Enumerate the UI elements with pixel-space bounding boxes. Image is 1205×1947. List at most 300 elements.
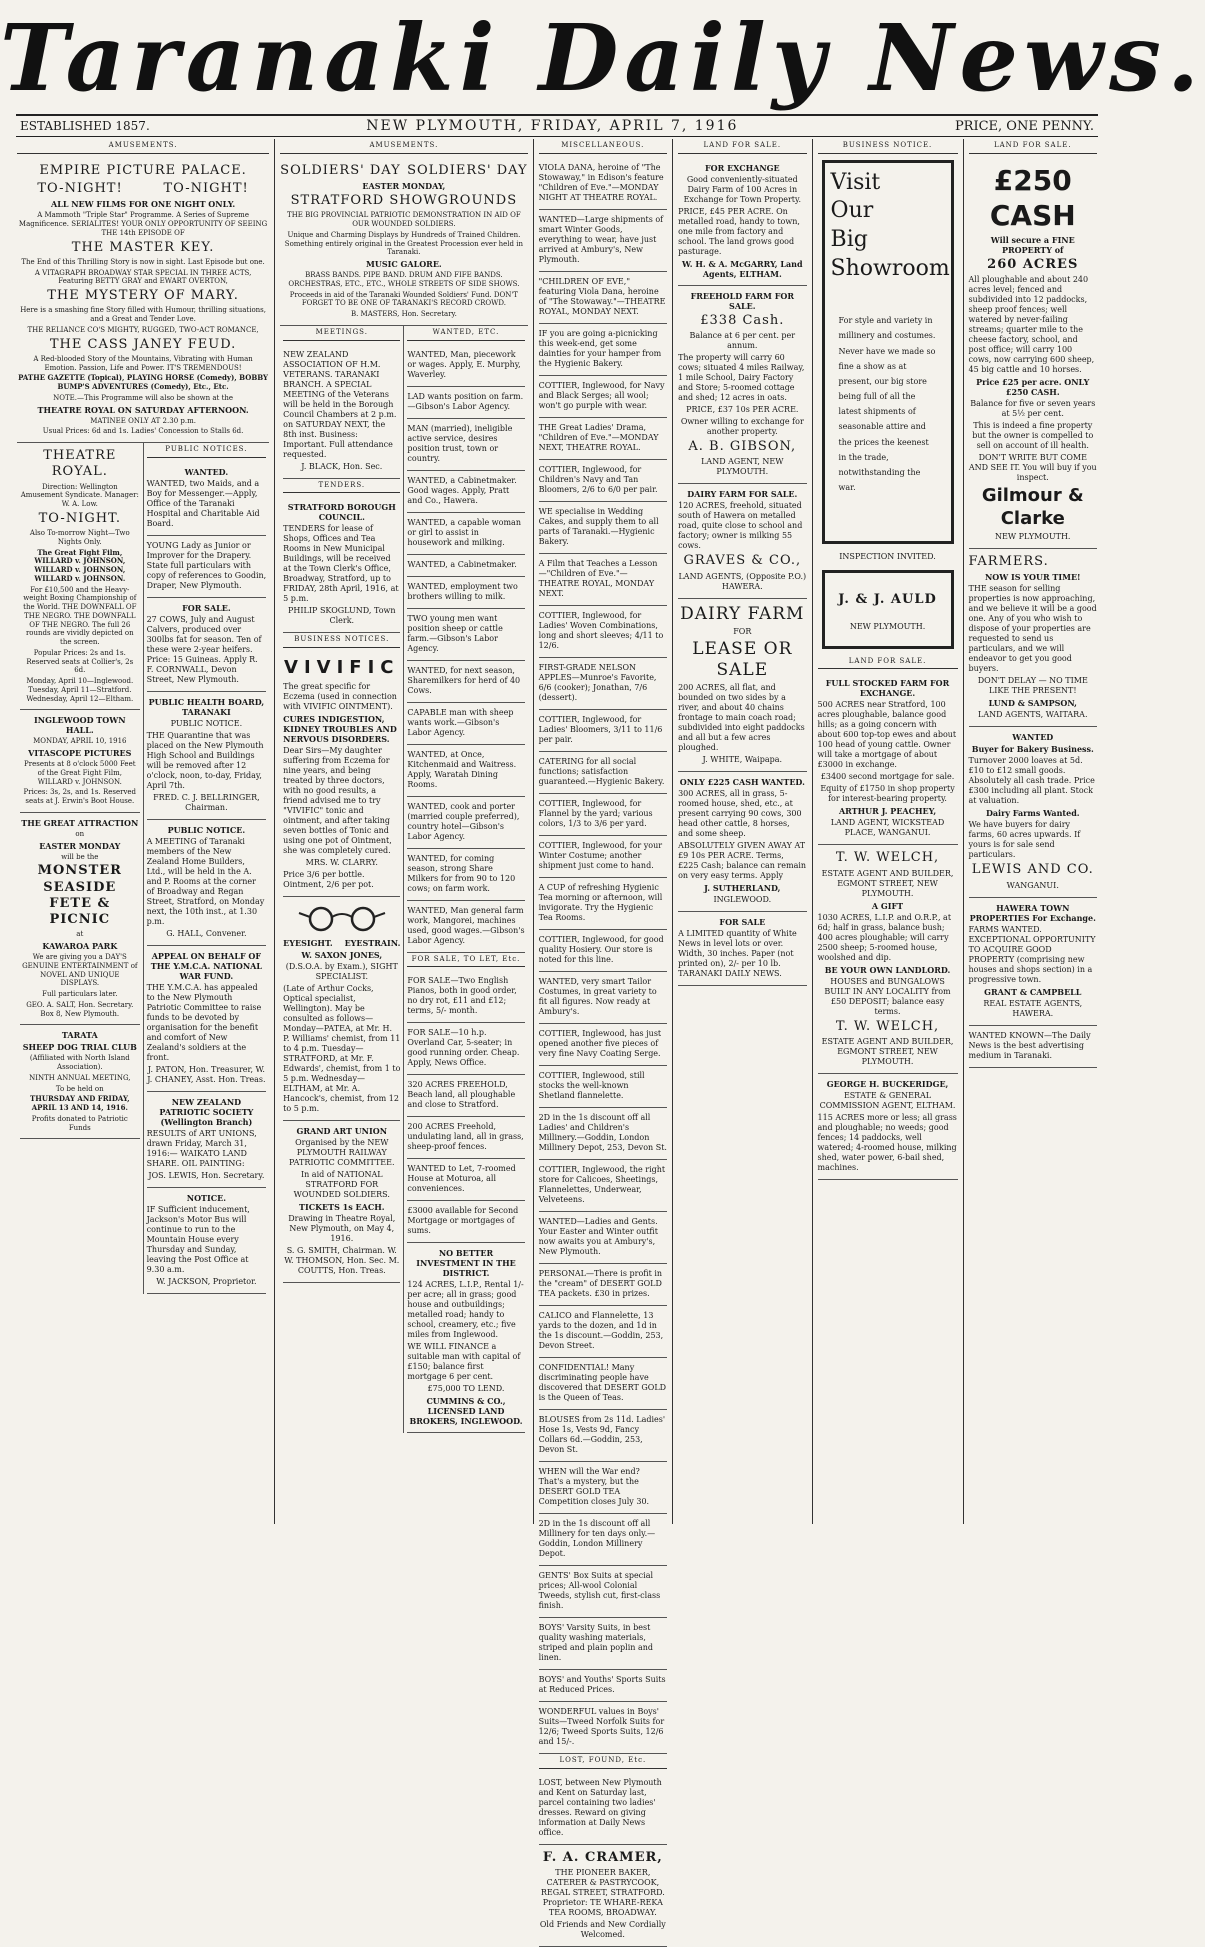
film-title: THE MASTER KEY. [71, 239, 215, 255]
ad-body: Balance for five or seven years at 5½ per cent. [970, 399, 1096, 418]
ad-body: WHEN will the War end? That's a mystery, but the DESERT GOLD TEA Competition closes July 30. [538, 1466, 650, 1506]
ad-body: PRICE, £37 10s PER ACRE. [686, 405, 799, 414]
ad-signature: W. H. & A. McGARRY, Land Agents, ELTHAM. [682, 258, 803, 279]
ad-body: Proceeds in aid of the Taranaki Wounded Soldiers' Fund. DON'T FORGET TO BE ONE OF TARANAKI'S RECORD CROWD. [289, 290, 518, 308]
notice-ad [147, 946, 267, 1092]
ad-body: will be the [61, 852, 99, 861]
ad-body: Presents at 8 o'clock 5000 Feet of the Great Fight Film, WILLARD v. JOHNSON. [24, 760, 136, 786]
ad-body: Profits donated to Patriotic Funds [31, 1114, 128, 1132]
ad-title: F. A. CRAMER, [542, 1849, 663, 1865]
ad-subtitle: 260 ACRES [987, 256, 1079, 272]
ad-body: The Great Fight Film, WILLARD v. JOHNSON, WILLARD v. JOHNSON, WILLARD v. JOHNSON. [34, 547, 126, 583]
ad-title: STRATFORD BOROUGH COUNCIL. [287, 502, 396, 523]
classified-ad [539, 272, 667, 324]
ad-body: 300 ACRES, all in grass, 5-roomed house, shed, etc., at present carrying 90 cows, 300 head other cattle, 8 horses, and some sheep. [678, 789, 802, 839]
ad-body: COTTIER, Inglewood, for your Winter Costume; another shipment just come to hand. [538, 840, 663, 870]
ad-title: THE GREAT ATTRACTION [21, 817, 139, 828]
classified-ad [539, 1212, 667, 1264]
ad-body: "CHILDREN OF EVE," featuring Viola Dana, heroine of "The Stowaway."—THEATRE ROYAL, MONDAY NEXT. [538, 276, 666, 316]
ad-body: To be held on [55, 1084, 104, 1093]
ad-subtitle: TO-NIGHT. [38, 510, 121, 526]
ad-title: TARATA [61, 1030, 98, 1041]
classified-ad [539, 1024, 667, 1066]
ad-body: This is indeed a fine property but the owner is compelled to sell on account of ill health. [972, 421, 1094, 450]
classified-ad [539, 324, 667, 376]
classified-ad [407, 555, 524, 577]
ad-body: COTTIER, Inglewood, for Ladies' Woven Combinations, long and short sleeves; 4/11 to 12/6. [538, 610, 664, 650]
ad-body: 500 ACRES near Stratford, 100 acres ploughable, balance good hills; as a going concern with about 600 top-top ewes and about 100 head of young cattle. Owner will take a mortgage of about £3000 in exchange. [817, 700, 957, 770]
ad-body: RESULTS of ART UNIONS, drawn Friday, March 31, 1916:— WAIKATO LAND SHARE. OIL PAINTING: [146, 1128, 257, 1168]
empire-ad [17, 158, 269, 443]
ad-body: A Red-blooded Story of the Mountains, Vibrating with Human Emotion. Passion, Life and Power. IT'S TREMENDOUS! [33, 354, 253, 372]
ad-body: NEW PLYMOUTH. [995, 532, 1071, 541]
classified-ad [539, 794, 667, 836]
section-heading: MISCELLANEOUS. [539, 139, 667, 154]
classified-ad [539, 1514, 667, 1566]
tonight-line [17, 181, 269, 197]
columns [12, 139, 1102, 1939]
ad-signature: J. & J. AULD [838, 592, 937, 608]
ad-subtitle: Dairy Farms Wanted. [985, 808, 1080, 819]
ad-signature: GRANT & CAMPBELL [984, 986, 1082, 997]
cash-wanted-ad [678, 772, 806, 912]
ad-body: For style and variety in millinery and costumes. Never have we made so fine a show as at present, our big store being full of all the latest shipments of seasonable attire and the prices the keenest in the trade, notwithstanding the war. [838, 316, 936, 493]
ad-subtitle: THEATRE ROYAL ON SATURDAY AFTERNOON. [37, 404, 249, 415]
ad-body: 200 ACRES, all flat, and bounded on two sides by a river, and about 40 chains frontage to main coach road; subdivided into eight paddocks and all but a few acres ploughed. [678, 683, 805, 753]
ad-title: ONLY £225 CASH WANTED. [679, 777, 805, 788]
classified-ad [539, 1264, 667, 1306]
section-heading: BUSINESS NOTICE. [818, 139, 958, 154]
ad-body: BLOUSES from 2s 11d. Ladies' Hose 1s, Vests 9d, Fancy Collars 6d.—Goddin, 253, Devon St. [538, 1414, 666, 1454]
ad-title: NO BETTER INVESTMENT IN THE DISTRICT. [416, 1248, 516, 1279]
classified-ad [539, 1566, 667, 1618]
tender-ad [283, 497, 400, 633]
ad-body: A Film that Teaches a Lesson—"Children of Eve."—THEATRE ROYAL, MONDAY NEXT. [538, 558, 658, 598]
ad-body: CALICO and Flannelette, 13 yards to the dozen, and 1d in the 1s discount.—Goddin, 253, Devon Street. [538, 1310, 664, 1350]
ad-signature: GRAVES & CO., [683, 553, 802, 569]
masthead-title: Taranaki Daily News. [0, 4, 1205, 112]
ad-body: WANTED, for coming season, strong Share Milkers for from 90 to 120 cows; on farm work. [407, 853, 516, 893]
exchange-ad [678, 158, 806, 286]
ad-signature: J. BLACK, Hon. Sec. [301, 461, 383, 471]
notice-ad [147, 692, 267, 820]
ad-body: Dear Sirs—My daughter suffering from Eczema for nine years, and being treated by three doctors, with no good results, a friend advised me to try "VIVIFIC" tonic and ointment, and after taking seven bottles of Tonic and using one pot of Ointment, she was completely cured. [283, 745, 392, 855]
ad-body: FARMS WANTED. EXCEPTIONAL OPPORTUNITY TO ACQUIRE GOOD PROPERTY (comprising new houses and shops section) in a progressive town. [968, 924, 1096, 984]
ad-signature: PHILIP SKOGLUND, Town Clerk. [288, 606, 396, 626]
section-heading: MEETINGS. [283, 326, 400, 341]
ad-body: LOST, between New Plymouth and Kent on Saturday last, parcel containing two ladies' dresses. Reward on giving information at Daily News office. [538, 1777, 662, 1837]
newsprint-ad [678, 912, 806, 986]
ad-body: VIOLA DANA, heroine of "The Stowaway," in Edison's feature "Children of Eve."—MONDAY NIGHT AT THEATRE ROYAL. [538, 162, 664, 202]
ad-body: COTTIER, Inglewood, for good quality Hosiery. Our store is noted for this line. [538, 934, 664, 964]
ad-body: ESTATE AGENT AND BUILDER, EGMONT STREET, NEW PLYMOUTH. [821, 868, 954, 898]
ad-body: CONFIDENTIAL! Many discriminating people have discovered that DESERT GOLD is the Queen of Teas. [538, 1362, 667, 1402]
ad-body: FOR SALE—10 h.p. Overland Car, 5-seater; in good running order. Cheap. Apply, News Office. [407, 1028, 520, 1068]
classified-ad [407, 745, 524, 797]
classified-ad [539, 878, 667, 930]
showroom-heading [830, 169, 950, 283]
ad-body: COTTIER, Inglewood, still stocks the well-known Shetland flannelette. [538, 1070, 645, 1100]
ad-body: Full particulars later. [42, 990, 118, 998]
farmers-ad [969, 549, 1097, 727]
notice-ad [147, 1092, 267, 1188]
column-3 [534, 139, 673, 1939]
ad-subtitle: W. SAXON JONES, [301, 949, 383, 960]
section-heading: AMUSEMENTS. [280, 139, 527, 154]
ad-body: WANGANUI. [1006, 880, 1059, 890]
vivific-ad [283, 652, 400, 897]
ad-body: A CUP of refreshing Hygienic Tea morning or afternoon, will invigorate. Try the Hygienic Tea Rooms. [538, 882, 663, 922]
ad-subtitle: MONSTER SEASIDE FETE & PICNIC [37, 863, 122, 927]
column-4 [673, 139, 812, 1524]
ad-body: LAND AGENT, NEW PLYMOUTH. [701, 457, 784, 477]
ad-signature: W. JACKSON, Proprietor. [156, 1276, 257, 1286]
ad-body: at [76, 930, 84, 939]
ad-body: CAPABLE man with sheep wants work.—Gibson's Labor Agency. [407, 707, 514, 737]
ad-title: SOLDIERS' DAY [280, 162, 401, 178]
issue-date: NEW PLYMOUTH, FRIDAY, APRIL 7, 1916 [366, 118, 739, 134]
ad-body: The great specific for Eczema (used in connection with VIVIFIC OINTMENT). [283, 681, 397, 711]
ad-body: BOYS' and Youths' Sports Suits at Reduced Prices. [538, 1674, 666, 1694]
notice-ad [147, 598, 267, 692]
ad-body: 120 ACRES, freehold, situated south of Hawera on metalled road, quite close to school and factory; owner is milking 55 cows. [678, 501, 803, 551]
ad-body: Turnover 2000 loaves at 5d. £10 to £12 small goods. Absolutely all cash trade. Price £300 including all plant. Stock at valuation. [968, 756, 1095, 806]
ad-body: Price 3/6 per bottle. Ointment, 2/6 per pot. [283, 869, 374, 889]
ad-body: FIRST-GRADE NELSON APPLES—Munroe's Favorite, 6/6 (cooker); Jonathan, 7/6 (dessert). [538, 662, 657, 702]
ad-body: LAND AGENTS, WAITARA. [978, 710, 1088, 720]
ad-signature: A. B. GIBSON, [688, 439, 797, 454]
classified-ad [539, 1462, 667, 1514]
classified-ad [539, 972, 667, 1024]
tonight-text: TO-NIGHT! [163, 181, 249, 196]
notice-ad [147, 536, 267, 598]
ad-subtitle: Will secure a FINE PROPERTY of [990, 234, 1075, 255]
subcolumn-right [144, 443, 270, 1294]
buckeridge-ad [818, 1074, 958, 1180]
ad-subtitle: INSPECTION INVITED. [839, 552, 936, 562]
dateline-bar [16, 114, 1098, 137]
ad-subtitle: EASTER MONDAY [39, 840, 121, 851]
ad-body: The End of this Thrilling Story is now in sight. Last Episode but one. [21, 257, 265, 266]
showroom-line: Big [830, 226, 868, 252]
tarata-ad [20, 1025, 140, 1139]
ad-body: We are giving you a DAY'S GENUINE ENTERTAINMENT of NOVEL AND UNIQUE DISPLAYS. [22, 953, 138, 988]
ad-body: A LIMITED quantity of White News in level lots or over. Width, 30 inches. Paper (not printed on), 2/- per 10 lb. TARANAKI DAILY NEWS. [678, 929, 797, 979]
ad-body: DON'T WRITE BUT COME AND SEE IT. You will buy if you inspect. [968, 453, 1097, 482]
ad-title: DAIRY FARM [680, 603, 805, 624]
ad-title: NEW ZEALAND PATRIOTIC SOCIETY (Wellington Branch) [159, 1096, 254, 1127]
ad-body: Usual Prices: 6d and 1s. Ladies' Concession to Stalls 6d. [42, 427, 244, 436]
classified-ad [539, 1702, 667, 1754]
ad-body: 320 ACRES FREEHOLD, Beach land, all ploughable and close to Stratford. [407, 1080, 516, 1110]
classified-ad [407, 1117, 524, 1159]
ad-title: EMPIRE PICTURE PALACE. [39, 162, 247, 178]
ad-body: 2D in the 1s discount off all Ladies' and Children's Millinery.—Goddin, London Millinery Depot, 253, Devon St. [538, 1112, 667, 1152]
ad-body: PATHE GAZETTE (Topical), PLAYING HORSE (Comedy), BOBBY BUMP'S ADVENTURES (Comedy), Etc., Etc. [18, 373, 269, 391]
ad-title: WANTED [1012, 732, 1054, 743]
ad-body: WANTED, Man, piecework or wages. Apply, E. Murphy, Waverley. [407, 349, 521, 379]
ad-body: WANTED, two Maids, and a Boy for Messenger.—Apply, Office of the Taranaki Hospital and Charitable Aid Board. [146, 478, 260, 528]
ad-signature: ARTHUR J. PEACHEY, [838, 806, 937, 817]
spectacles-icon [297, 904, 387, 934]
ad-subtitle: ALL NEW FILMS FOR ONE NIGHT ONLY. [50, 199, 236, 210]
notice-ad [147, 462, 267, 536]
classified-ad [539, 460, 667, 502]
ad-title: PUBLIC HEALTH BOARD, TARANAKI [148, 696, 265, 717]
ad-title: FOR SALE [719, 917, 766, 928]
ad-body: LAD wants position on farm.—Gibson's Labor Agency. [407, 391, 524, 411]
ad-subtitle: KAWAROA PARK [42, 941, 118, 951]
ad-body: WANTED to Let, 7-roomed House at Moturoa, all conveniences. [407, 1164, 516, 1194]
dairy-ad [678, 484, 806, 598]
ad-body: PRICE, £45 PER ACRE. On metalled road, handy to town, one mile from factory and school. The land grows good pasturage. [678, 206, 800, 256]
ad-body: Monday, April 10—Inglewood. Tuesday, April 11—Stratford. Wednesday, April 12—Eltham. [26, 677, 134, 703]
ad-subtitle: £75,000 TO LEND. [427, 1384, 505, 1394]
ad-body: WANTED, at Once, Kitchenmaid and Waitress. Apply, Waratah Dining Rooms. [407, 749, 517, 789]
ad-body: WANTED, a Cabinetmaker. [407, 559, 517, 569]
art-union-ad [283, 1121, 400, 1283]
section-heading: LAND FOR SALE. [678, 139, 806, 154]
ad-body: TWO young men want position sheep or cattle farm.—Gibson's Labor Agency. [407, 613, 503, 653]
ad-body: Balance at 6 per cent. per annum. [689, 331, 796, 350]
ad-body: WE WILL FINANCE a suitable man with capital of £150; balance first mortgage 6 per cent. [407, 1342, 521, 1382]
ad-subtitle: NOW IS YOUR TIME! [984, 572, 1081, 583]
ad-title: £250 CASH [989, 163, 1076, 232]
meeting-ad [283, 345, 400, 479]
classified-ad [539, 836, 667, 878]
ad-body: BOYS' Varsity Suits, in best quality washing materials, striped and plain poplin and linen. [538, 1622, 654, 1662]
ad-body: CATERING for all social functions; satisfaction guaranteed.—Hygienic Bakery. [538, 756, 665, 786]
kawaroa-ad [20, 813, 140, 1026]
ad-body: INGLEWOOD. [713, 895, 772, 905]
investment-ad [407, 1243, 524, 1433]
ad-body: Owner willing to exchange for another property. [680, 417, 804, 436]
classified-ad [539, 1160, 667, 1212]
section-heading: AMUSEMENTS. [17, 139, 269, 154]
ad-body: on [75, 829, 85, 838]
subcolumn-left [17, 443, 144, 1294]
ad-subtitle: PUBLIC NOTICE. [170, 718, 243, 728]
freehold-ad [678, 286, 806, 485]
ad-body: THE Y.M.C.A. has appealed to the New Plymouth Patriotic Committee to raise funds to be devoted by organisation for the benefit and comfort of New Zealand's soldiers at the front. [146, 982, 262, 1062]
ad-body: THURSDAY AND FRIDAY, APRIL 13 AND 14, 1916. [30, 1094, 130, 1112]
showroom-line: Our [830, 198, 874, 224]
ad-body: WANTED, a Cabinetmaker. Good wages. Apply, Pratt and Co., Hawera. [407, 475, 517, 505]
ad-body: A MEETING of Taranaki members of the New Zealand Home Builders, Ltd., will be held in the A. and P. Rooms at the corner of Broadway and Regan Street, Stratford, on Monday next, the 10th inst., at 1.30 p.m. [146, 836, 265, 926]
subcolumn-right [404, 326, 527, 1434]
ad-signature: GEORGE H. BUCKERIDGE, [826, 1078, 949, 1089]
ad-body: WANTED, employment two brothers willing to milk. [407, 581, 518, 601]
ad-body: ESTATE & GENERAL COMMISSION AGENT, ELTHAM. [819, 1090, 956, 1110]
classified-ad [539, 376, 667, 418]
section-heading: LAND FOR SALE. [969, 139, 1097, 154]
ad-title: SOLDIERS' DAY [407, 162, 528, 178]
ad-body: Prices: 3s, 2s, and 1s. Reserved seats at J. Erwin's Boot House. [23, 788, 137, 805]
ad-body: MATINEE ONLY AT 2.30 p.m. [90, 416, 196, 425]
column-5 [813, 139, 964, 1524]
ad-body: WANTED, for next season, Sharemilkers for herd of 40 Cows. [407, 665, 521, 695]
ad-body: Also To-morrow Night—Two Nights Only. [29, 529, 130, 546]
classified-ad [539, 502, 667, 554]
section-heading: TENDERS. [283, 479, 400, 494]
ad-body: Organised by the NEW PLYMOUTH RAILWAY PATRIOTIC COMMITTEE. [289, 1137, 395, 1167]
ad-signature: GEO. A. SALT, Hon. Secretary. Box 8, New Plymouth. [26, 1000, 134, 1018]
classified-ad [407, 345, 524, 387]
section-heading: WANTED, ETC. [407, 326, 524, 341]
ad-body: PERSONAL—There is profit in the "cream" of DESERT GOLD TEA packets. £30 in prizes. [538, 1268, 663, 1298]
sub-columns [280, 326, 527, 1434]
column-2 [275, 139, 533, 1524]
classified-ad [407, 577, 524, 609]
ad-title: A GIFT [871, 900, 904, 911]
classified-ad [539, 1670, 667, 1702]
film-title: THE MYSTERY OF MARY. [47, 288, 239, 303]
classified-ad [539, 418, 667, 460]
ad-body: 1030 ACRES, L.I.P. and O.R.P., at 6d; half in grass, balance bush; 400 acres ploughable; will carry 2500 sheep; 5-roomed house, woolshed and dip. [817, 912, 952, 962]
ad-title: FARMERS. [968, 554, 1049, 569]
ad-body: Price £25 per acre. ONLY £250 CASH. [976, 377, 1090, 397]
subcolumn-left [280, 326, 404, 1434]
ad-body: GENTS' Box Suits at special prices; All-wool Colonial Tweeds, stylish cut, first-class finish. [538, 1570, 661, 1610]
ad-body: WANTED, a capable woman or girl to assist in housework and milking. [407, 517, 521, 547]
classified-ad [407, 849, 524, 901]
ad-body: CURES INDIGESTION, KIDNEY TROUBLES AND NERVOUS DISORDERS. [283, 713, 397, 744]
ad-signature: LEWIS AND CO. [971, 862, 1094, 878]
ad-body: LAND AGENTS, (Opposite P.O.) HAWERA. [678, 571, 807, 591]
ad-body: THE PIONEER BAKER, CATERER & PASTRYCOOK, REGAL STREET, STRATFORD. Proprietor: TE WHARE-REKA TEA ROOMS, BROADWAY. [540, 1867, 665, 1917]
sub-columns [17, 443, 269, 1294]
ad-body: BRASS BANDS. PIPE BAND. DRUM AND FIFE BANDS. ORCHESTRAS, ETC., ETC., WHOLE STREETS OF SIDE SHOWS. [288, 271, 520, 288]
ad-body: COTTIER, Inglewood, for Ladies' Bloomers, 3/11 to 11/6 per pair. [538, 714, 663, 744]
classified-ad [539, 658, 667, 710]
classified-ad [969, 1026, 1097, 1068]
tonight-text: TO-NIGHT! [37, 181, 123, 196]
established-label: ESTABLISHED 1857. [20, 119, 150, 133]
ad-body: REAL ESTATE AGENTS, HAWERA. [983, 998, 1083, 1018]
ad-title: APPEAL ON BEHALF OF THE Y.M.C.A. NATIONAL WAR FUND. [150, 950, 262, 981]
ad-title: NOTICE. [186, 1192, 226, 1203]
ad-body: COTTIER, Inglewood, for Navy and Black Serges; all wool; won't go purple with wear. [538, 380, 665, 410]
ad-body: FOR SALE—Two English Pianos, both in good order, no dry rot, £11 and £12; terms, 5/- month. [407, 976, 517, 1016]
ad-body: WONDERFUL values in Boys' Suits—Tweed Norfolk Suits for 12/6; Tweed Sports Suits, 12/6 and 15/-. [538, 1706, 665, 1746]
classified-ad [407, 1023, 524, 1075]
ad-body: Old Friends and New Cordially Welcomed. [539, 1919, 666, 1939]
ad-body: Good conveniently-situated Dairy Farm of 100 Acres in Exchange for Town Property. [683, 174, 802, 204]
soldiers-title-line [280, 163, 527, 179]
classified-ad [407, 797, 524, 849]
classified-ad [407, 1075, 524, 1117]
ad-signature: J. SUTHERLAND, [704, 883, 781, 894]
ad-body: FOR [733, 626, 752, 636]
ad-title: PUBLIC NOTICE. [167, 824, 246, 835]
ad-subtitle: MUSIC GALORE. [366, 259, 442, 269]
section-heading: LOST, FOUND, Etc. [539, 1754, 667, 1769]
ad-subtitle: £338 Cash. [700, 312, 785, 328]
welch-ad [818, 845, 958, 1074]
ad-body: COTTIER, Inglewood, for Children's Navy and Tan Bloomers, 2/6 to 6/0 per pair. [538, 464, 658, 494]
classified-ad [539, 554, 667, 606]
showroom-ad [822, 160, 954, 545]
ad-body: THE BIG PROVINCIAL PATRIOTIC DEMONSTRATION IN AID OF OUR WOUNDED SOLDIERS. [287, 211, 521, 228]
notice-ad [147, 820, 267, 946]
classified-ad [407, 901, 524, 953]
ad-body: WE specialise in Wedding Cakes, and supply them to all parts of Taranaki.—Hygienic Bakery. [538, 506, 659, 546]
ad-body: All ploughable and about 240 acres level; fenced and subdivided into 12 paddocks, sheep proof fences; well watered by never-failing streams; quarter mile to the cheese factory, school, and post office; will carry 100 cows, now carrying 600 sheep, 45 big cattle and 10 horses. [968, 275, 1095, 374]
ad-signature: LUND & SAMPSON, [988, 698, 1077, 709]
inglewood-ad [20, 710, 140, 813]
ad-body: COTTIER, Inglewood, has just opened another five pieces of very fine Navy Coating Serge. [538, 1028, 662, 1058]
ad-body: ABSOLUTELY GIVEN AWAY AT £9 10s PER ACRE. Terms, £225 Cash; balance can remain on very easy terms. Apply [678, 841, 807, 881]
optician-ad [283, 897, 400, 1121]
ad-body: Equity of £1750 in shop property for interest-bearing property. [820, 784, 955, 804]
ad-body: Here is a smashing fine Story filled with Humour, thrilling situations, and a Great and Tender Love. [20, 306, 266, 323]
ad-body: A VITAGRAPH BROADWAY STAR SPECIAL IN THREE ACTS, Featuring BETTY GRAY and EWART OVERTON, [34, 268, 252, 286]
notice-ad [147, 1188, 267, 1294]
ad-body: 115 ACRES more or less; all grass and ploughable; no weeds; good fences; 14 paddocks, well watered; 4-roomed house, milking shed, water power, 6-bail shed, machines. [817, 1112, 957, 1172]
auld-box [822, 570, 954, 648]
ad-title: VIVIFIC [284, 657, 400, 678]
classified-ad [407, 419, 524, 471]
bakery-ad [969, 727, 1097, 897]
ad-body: IF Sufficient inducement, Jackson's Motor Bus will continue to run to the Mountain House every Thursday and Sunday, leaving the Post Office at 9.30 a.m. [146, 1204, 250, 1274]
ad-body: IF you are going a-picnicking this week-end, get some dainties for your hamper from the Hygienic Bakery. [538, 328, 662, 368]
classified-ad [407, 387, 524, 419]
ad-body: NINTH ANNUAL MEETING, [29, 1073, 131, 1082]
ad-signature: MRS. W. CLARRY. [305, 857, 378, 867]
classified-ad [539, 606, 667, 658]
ad-body: Drawing in Theatre Royal, New Plymouth, on May 4, 1916. [288, 1213, 396, 1243]
ad-body: LAND AGENT, WICKSTEAD PLACE, WANGANUI. [830, 818, 945, 838]
ad-signature: J. WHITE, Waipapa. [702, 755, 783, 765]
showroom-line: Showroom [830, 255, 950, 281]
section-heading: BUSINESS NOTICES. [283, 633, 400, 648]
ad-subtitle: STRATFORD SHOWGROUNDS [290, 193, 518, 208]
classified-ad [539, 1108, 667, 1160]
ad-body: MAN (married), ineligible active service, desires position trust, town or country. [407, 423, 513, 463]
ad-body: NEW ZEALAND ASSOCIATION OF H.M. VETERANS. TARANAKI BRANCH. A SPECIAL MEETING of the Veterans will be held in the Borough Council Chambers at 2 p.m. on SATURDAY NEXT, the 8th inst. Business: Important. Full attendance requested. [283, 349, 397, 459]
stocked-farm-ad [818, 673, 958, 845]
classified-ad [539, 210, 667, 272]
ad-signature: T. W. WELCH, [835, 850, 940, 866]
ad-body: YOUNG Lady as Junior or Improver for the Drapery. State full particulars with copy of references to Goodin, Draper, New Plymouth. [146, 540, 267, 590]
ad-title: WANTED. [184, 466, 229, 477]
ad-body: HOUSES and BUNGALOWS BUILT IN ANY LOCALITY from £50 DEPOSIT; balance easy terms. [824, 976, 951, 1016]
ad-body: 200 ACRES Freehold, undulating land, all in grass, sheep-proof fences. [407, 1122, 524, 1152]
ad-body: (Affiliated with North Island Association). [29, 1054, 130, 1071]
ad-body: ESTATE AGENT AND BUILDER, EGMONT STREET, NEW PLYMOUTH. [821, 1036, 954, 1066]
ad-title: LEASE OR SALE [692, 638, 793, 680]
classified-ad [539, 930, 667, 972]
ad-body: WANTED, Man general farm work, Mangorei, machines used, good wages.—Gibson's Labor Agency. [407, 905, 525, 945]
classified-ad [407, 609, 524, 661]
ad-title: FOR SALE. [182, 602, 231, 613]
classified-ad [539, 1066, 667, 1108]
classified-ad [539, 1306, 667, 1358]
film-title: THE CASS JANEY FEUD. [49, 336, 237, 352]
classified-ad [407, 703, 524, 745]
classified-ad [539, 1618, 667, 1670]
section-heading: LAND FOR SALE. [818, 655, 958, 670]
ad-subtitle: EASTER MONDAY, [362, 181, 446, 191]
ad-title: FREEHOLD FARM FOR SALE. [690, 290, 794, 311]
price-label: PRICE, ONE PENNY. [954, 118, 1094, 134]
cash-property-ad [969, 158, 1097, 549]
classified-ad [407, 1159, 524, 1201]
ad-body: THE season for selling properties is now approaching, and we believe it will be a good one. Any of you who wish to dispose of your properties are requested to send us particulars, and we will endeavor to get you good buyers. [968, 584, 1097, 674]
ad-body: A Mammoth "Triple Star" Programme. A Series of Supreme Magnificence. SERIALITES! YOUR ONLY OPPORTUNITY OF SEEING THE 14th EPISODE OF [18, 211, 268, 237]
ad-title: GRAND ART UNION [296, 1125, 388, 1136]
hawera-ad [969, 898, 1097, 1026]
